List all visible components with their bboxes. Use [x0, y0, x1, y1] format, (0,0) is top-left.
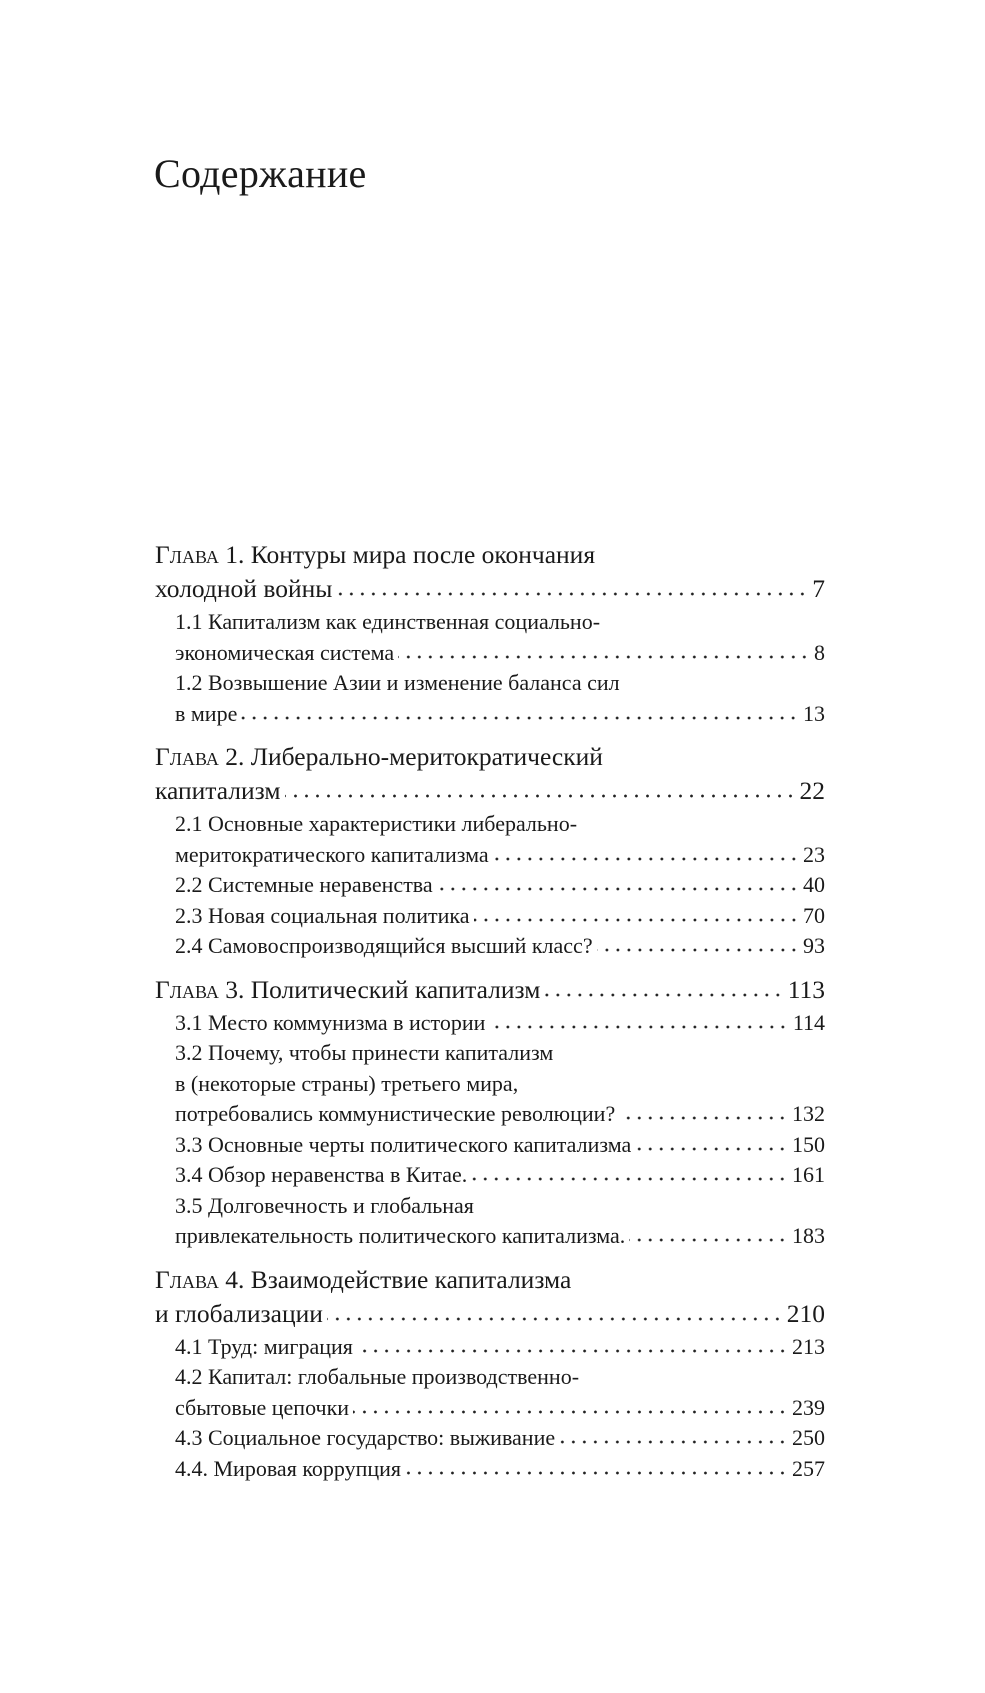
toc-section-line: [175, 1038, 825, 1069]
toc-section: [175, 1332, 825, 1363]
page-number: 257: [792, 1455, 825, 1481]
section-title-text: меритократического капитализма: [175, 841, 489, 867]
dot-leader: [437, 882, 799, 892]
page-number: 22: [799, 776, 825, 805]
page-number: 213: [792, 1333, 825, 1359]
dot-leader: [471, 1172, 788, 1182]
dot-leader: [336, 587, 808, 597]
toc-section-line: [175, 1099, 825, 1130]
dot-leader: [398, 650, 810, 660]
dot-leader: [493, 852, 799, 862]
chapter-title-text: Либерально-меритократический: [250, 742, 603, 771]
toc-chapter: [155, 1263, 825, 1485]
page-number: 40: [803, 872, 825, 897]
toc-chapter-line: [155, 538, 825, 572]
section-title-text: 3.5 Долговечность и глобальная: [175, 1192, 474, 1218]
toc-chapter: [155, 973, 825, 1252]
dot-leader: [629, 1233, 788, 1243]
chapter-title-text: капитализм: [155, 776, 281, 805]
toc-section: [175, 1454, 825, 1485]
toc-section-line: [175, 1454, 825, 1485]
section-title-text: 4.3 Социальное государство: выживание: [175, 1425, 556, 1450]
section-title-text: 3.1 Место коммунизма в истории: [175, 1009, 486, 1035]
toc-section: [175, 1191, 825, 1252]
toc-section-line: [175, 1008, 825, 1039]
toc-section-line: [175, 1393, 825, 1424]
section-title-text: 1.1 Капитализм как единственная социально-: [175, 609, 601, 634]
toc-chapter-line: [155, 740, 825, 774]
dot-leader: [241, 711, 799, 721]
toc-section: [175, 901, 825, 932]
page-number: 93: [803, 933, 825, 958]
toc-section-line: [175, 870, 825, 901]
toc-section: [175, 809, 825, 870]
page-number: 7: [812, 574, 825, 603]
toc-section: [175, 1362, 825, 1423]
toc-section-line: [175, 1423, 825, 1454]
chapter-title-text: Политический капитализм: [250, 974, 541, 1004]
toc-section-line: [175, 1221, 825, 1252]
section-title-text: потребовались коммунистические революции?: [175, 1101, 616, 1126]
toc-section: [175, 931, 825, 962]
page-number: 113: [787, 974, 825, 1004]
section-title-text: в (некоторые страны) третьего мира,: [175, 1070, 519, 1096]
section-title-text: привлекательность политического капитализма.: [175, 1223, 626, 1248]
toc-chapter-line: [155, 774, 825, 808]
toc-section-line: [175, 1160, 825, 1191]
toc-section-line: [175, 809, 825, 840]
chapter-label: Глава 2.: [155, 742, 245, 771]
section-title-text: экономическая система: [175, 639, 395, 665]
section-title-text: 2.3 Новая социальная политика: [175, 902, 470, 928]
dot-leader: [619, 1111, 788, 1121]
page-number: 13: [803, 700, 825, 726]
section-title-text: 4.1 Труд: миграция: [175, 1333, 353, 1359]
page-number: 23: [803, 841, 825, 867]
page-number: 114: [792, 1009, 825, 1035]
section-title-text: 2.4 Самовоспроизводящийся высший класс?: [175, 933, 593, 958]
chapter-title-text: Взаимодействие капитализма: [250, 1264, 572, 1294]
toc-section: [175, 1423, 825, 1454]
dot-leader: [285, 789, 796, 799]
page-number: 210: [786, 1298, 825, 1328]
chapter-title-text: холодной войны: [155, 574, 333, 603]
toc-section-line: [175, 1191, 825, 1222]
toc-section: [175, 668, 825, 729]
dot-leader: [405, 1466, 788, 1476]
table-of-contents: [155, 538, 825, 1495]
section-title-text: 3.4 Обзор неравенства в Китае.: [175, 1162, 468, 1187]
toc-sections: [155, 1008, 825, 1252]
toc-section-line: [175, 699, 825, 730]
dot-leader: [544, 988, 783, 998]
page-number: 239: [792, 1394, 825, 1420]
section-title-text: 2.1 Основные характеристики либерально-: [175, 811, 578, 836]
dot-leader: [489, 1020, 788, 1030]
dot-leader: [357, 1344, 788, 1354]
toc-chapter-line: [155, 1297, 825, 1331]
toc-section-line: [175, 840, 825, 871]
toc-chapter: [155, 538, 825, 729]
page-number: 150: [792, 1131, 825, 1157]
page-number: 8: [814, 639, 825, 665]
dot-leader: [353, 1405, 788, 1415]
toc-chapter-line: [155, 1263, 825, 1297]
toc-section-line: [175, 607, 825, 638]
toc-chapter: [155, 740, 825, 962]
chapter-title-text: и глобализации: [155, 1298, 323, 1328]
toc-chapter-line: [155, 973, 825, 1007]
toc-section-line: [175, 1069, 825, 1100]
toc-section-line: [175, 1332, 825, 1363]
dot-leader: [597, 943, 799, 953]
section-title-text: сбытовые цепочки: [175, 1394, 350, 1420]
dot-leader: [474, 913, 799, 923]
toc-section-line: [175, 931, 825, 962]
toc-sections: [155, 809, 825, 962]
toc-section-line: [175, 668, 825, 699]
toc-section: [175, 1038, 825, 1130]
toc-section-line: [175, 1130, 825, 1161]
dot-leader: [635, 1142, 788, 1152]
page-title: Содержание: [154, 151, 367, 196]
toc-sections: [155, 1332, 825, 1485]
section-title-text: 2.2 Системные неравенства: [175, 872, 433, 897]
section-title-text: 3.3 Основные черты политического капитализма: [175, 1131, 632, 1157]
chapter-label: Глава 1.: [155, 540, 245, 569]
section-title-text: 4.2 Капитал: глобальные производственно-: [175, 1364, 580, 1389]
section-title-text: в мире: [175, 700, 238, 726]
toc-section-line: [175, 1362, 825, 1393]
page-number: 132: [792, 1101, 825, 1126]
page-number: 250: [792, 1425, 825, 1450]
toc-sections: [155, 607, 825, 729]
toc-section: [175, 607, 825, 668]
toc-section: [175, 1008, 825, 1039]
page-number: 70: [803, 902, 825, 928]
toc-section: [175, 1160, 825, 1191]
toc-section-line: [175, 901, 825, 932]
chapter-label: Глава 4.: [155, 1264, 245, 1294]
chapter-title-text: Контуры мира после окончания: [250, 540, 596, 569]
section-title-text: 1.2 Возвышение Азии и изменение баланса сил: [175, 670, 620, 695]
chapter-label: Глава 3.: [155, 974, 245, 1004]
toc-section: [175, 870, 825, 901]
dot-leader: [327, 1312, 783, 1322]
toc-section-line: [175, 638, 825, 669]
toc-section: [175, 1130, 825, 1161]
toc-chapter-line: [155, 572, 825, 606]
page-number: 183: [792, 1223, 825, 1248]
dot-leader: [559, 1435, 788, 1445]
section-title-text: 4.4. Мировая коррупция: [175, 1455, 402, 1481]
section-title-text: 3.2 Почему, чтобы принести капитализм: [175, 1040, 554, 1065]
page-number: 161: [792, 1162, 825, 1187]
